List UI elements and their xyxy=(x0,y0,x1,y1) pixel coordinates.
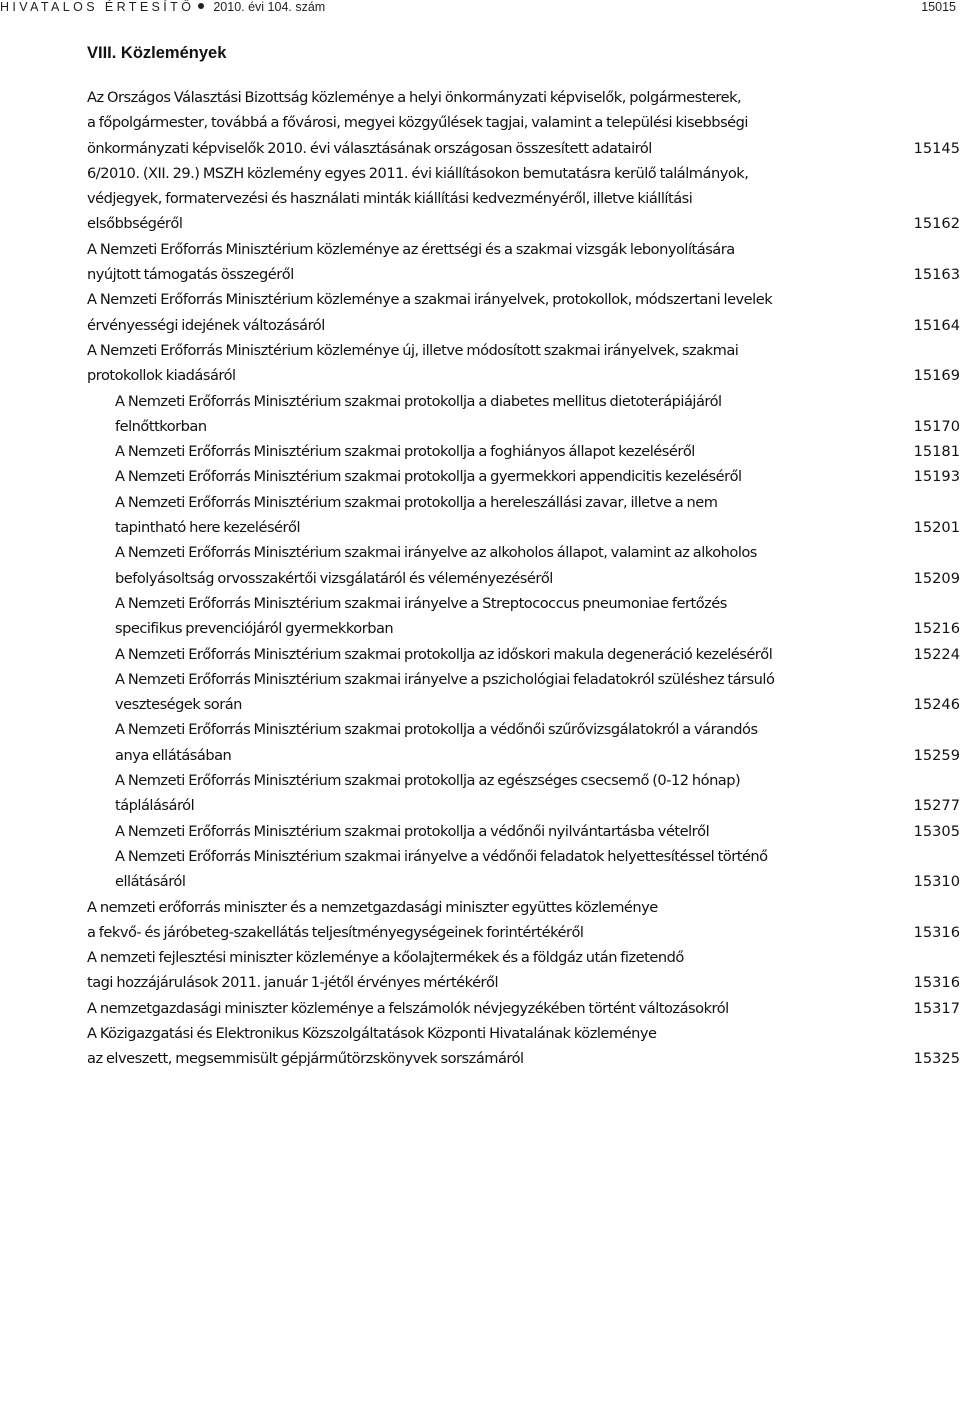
toc-subentry xyxy=(0,490,960,541)
toc-entry-page: 15169 xyxy=(913,367,960,385)
toc-entry xyxy=(0,338,960,389)
toc-subentry xyxy=(0,591,960,642)
toc-entry-page: 15317 xyxy=(913,999,960,1017)
toc-entry-page: 15209 xyxy=(913,569,960,587)
toc-entry-line: táplálásáról xyxy=(115,797,195,815)
toc-subentry xyxy=(0,389,960,440)
toc-entry-page: 15305 xyxy=(913,822,960,840)
toc-entry-line: védjegyek, formatervezési és használati minták kiállítási kedvezményéről, illetve kiállítási xyxy=(87,190,693,208)
toc-entry-line: A Nemzeti Erőforrás Minisztérium szakmai irányelve a védőnői feladatok helyettesítéssel történő xyxy=(115,847,768,865)
toc-entry-page: 15164 xyxy=(913,316,960,334)
toc-entry xyxy=(0,1021,960,1072)
toc-entry-line: protokollok kiadásáról xyxy=(87,367,236,385)
running-header xyxy=(0,0,958,15)
toc-entry xyxy=(0,895,960,946)
bullet-separator xyxy=(198,3,204,9)
toc-entry-line: A Nemzeti Erőforrás Minisztérium szakmai protokollja a védőnői nyilvántartásba vételről xyxy=(115,822,710,840)
toc-entry-line: felnőttkorban xyxy=(115,417,207,435)
toc-entry xyxy=(0,287,960,338)
toc-entry-line: veszteségek során xyxy=(115,696,242,714)
toc-entry-line: A Közigazgatási és Elektronikus Közszolgáltatások Központi Hivatalának közleménye xyxy=(87,1024,657,1042)
toc-subentry xyxy=(0,667,960,718)
toc-entry-line: A Nemzeti Erőforrás Minisztérium szakmai protokollja az egészséges csecsemő (0-12 hónap) xyxy=(115,772,741,790)
toc-entry-page: 15316 xyxy=(913,923,960,941)
toc-entry xyxy=(0,996,960,1021)
toc-entry-line: A Nemzeti Erőforrás Minisztérium szakmai protokollja az időskori makula degeneráció kezeléséről xyxy=(115,645,773,663)
toc-entry-line: A Nemzeti Erőforrás Minisztérium szakmai protokollja a gyermekkori appendicitis kezeléséről xyxy=(115,468,742,486)
toc-entry-line: A Nemzeti Erőforrás Minisztérium szakmai protokollja a diabetes mellitus dietoterápiájáról xyxy=(115,392,722,410)
toc-entry-line: önkormányzati képviselők 2010. évi választásának országosan összesített adatairól xyxy=(87,139,652,157)
toc-subentry xyxy=(0,844,960,895)
toc-entry-line: A nemzeti erőforrás miniszter és a nemzetgazdasági miniszter együttes közleménye xyxy=(87,898,658,916)
toc-subentry xyxy=(0,819,960,844)
toc-entry-line: anya ellátásában xyxy=(115,746,232,764)
toc-entry-page: 15325 xyxy=(913,1050,960,1068)
toc-entry-line: A Nemzeti Erőforrás Minisztérium szakmai irányelve a pszichológiai feladatokról szüléshez társuló xyxy=(115,670,775,688)
toc-entry-page: 15162 xyxy=(913,215,960,233)
page-number: 15015 xyxy=(921,0,956,14)
toc-entry-line: ellátásáról xyxy=(115,873,186,891)
toc-subentry xyxy=(0,717,960,768)
toc-entry-line: A Nemzeti Erőforrás Minisztérium szakmai irányelve az alkoholos állapot, valamint az alkoholos xyxy=(115,544,757,562)
toc-subentry xyxy=(0,439,960,464)
toc-entry xyxy=(0,161,960,237)
toc-entry-page: 15170 xyxy=(913,417,960,435)
toc-entry-line: a fekvő- és járóbeteg-szakellátás teljesítményegységeinek forintértékéről xyxy=(87,923,584,941)
toc-entry-page: 15259 xyxy=(913,746,960,764)
toc-entry-line: tapintható here kezeléséről xyxy=(115,519,301,537)
toc-entry-page: 15277 xyxy=(913,797,960,815)
toc-entry-line: tagi hozzájárulások 2011. január 1-jétől érvényes mértékéről xyxy=(87,974,499,992)
table-of-contents xyxy=(0,85,960,1072)
toc-entry-line: befolyásoltság orvosszakértői vizsgálatáról és véleményezéséről xyxy=(115,569,553,587)
journal-title: HIVATALOS ÉRTESÍTŐ xyxy=(0,0,195,14)
toc-entry-line: érvényességi idejének változásáról xyxy=(87,316,325,334)
toc-entry-line: A Nemzeti Erőforrás Minisztérium közleménye a szakmai irányelvek, protokollok, módszertani levelek xyxy=(87,291,773,309)
toc-entry-page: 15193 xyxy=(913,468,960,486)
header-left xyxy=(0,0,325,14)
issue-label: 2010. évi 104. szám xyxy=(213,0,326,14)
toc-entry-line: A nemzetgazdasági miniszter közleménye a felszámolók névjegyzékében történt változásokról xyxy=(87,999,729,1017)
toc-entry-page: 15310 xyxy=(913,873,960,891)
toc-entry-page: 15163 xyxy=(913,266,960,284)
toc-entry xyxy=(0,945,960,996)
toc-entry-line: A nemzeti fejlesztési miniszter közleménye a kőolajtermékek és a földgáz után fizetendő xyxy=(87,949,684,967)
toc-entry-line: a főpolgármester, továbbá a fővárosi, megyei közgyűlések tagjai, valamint a települési kisebbségi xyxy=(87,114,748,132)
toc-entry-page: 15246 xyxy=(913,696,960,714)
toc-entry-page: 15216 xyxy=(913,620,960,638)
toc-entry-line: elsőbbségéről xyxy=(87,215,183,233)
toc-entry-line: A Nemzeti Erőforrás Minisztérium szakmai protokollja a védőnői szűrővizsgálatokról a várandós xyxy=(115,721,758,739)
toc-entry-line: A Nemzeti Erőforrás Minisztérium szakmai irányelve a Streptococcus pneumoniae fertőzés xyxy=(115,594,727,612)
toc-subentry xyxy=(0,642,960,667)
section-title: VIII. Közlemények xyxy=(87,44,227,62)
toc-entry-line: 6/2010. (XII. 29.) MSZH közlemény egyes 2011. évi kiállításokon bemutatásra kerülő találmányok, xyxy=(87,164,749,182)
toc-entry-line: A Nemzeti Erőforrás Minisztérium közleménye új, illetve módosított szakmai irányelvek, szakmai xyxy=(87,341,739,359)
toc-entry-page: 15145 xyxy=(913,139,960,157)
toc-entry-page: 15224 xyxy=(913,645,960,663)
toc-subentry xyxy=(0,464,960,489)
toc-subentry xyxy=(0,540,960,591)
toc-entry xyxy=(0,85,960,161)
toc-entry-line: Az Országos Választási Bizottság közleménye a helyi önkormányzati képviselők, polgármesterek, xyxy=(87,89,742,106)
toc-entry-line: A Nemzeti Erőforrás Minisztérium szakmai protokollja a hereleszállási zavar, illetve a nem xyxy=(115,493,718,511)
toc-entry-line: specifikus prevenciójáról gyermekkorban xyxy=(115,620,394,638)
toc-entry-line: A Nemzeti Erőforrás Minisztérium közleménye az érettségi és a szakmai vizsgák lebonyolítására xyxy=(87,240,735,258)
toc-entry-line: nyújtott támogatás összegéről xyxy=(87,266,294,284)
toc-entry-page: 15316 xyxy=(913,974,960,992)
toc-entry-page: 15201 xyxy=(913,519,960,537)
toc-subentry xyxy=(0,768,960,819)
toc-entry-line: A Nemzeti Erőforrás Minisztérium szakmai protokollja a foghiányos állapot kezeléséről xyxy=(115,443,695,461)
toc-entry-line: az elveszett, megsemmisült gépjárműtörzskönyvek sorszámáról xyxy=(87,1050,524,1068)
toc-entry-page: 15181 xyxy=(913,443,960,461)
toc-entry xyxy=(0,237,960,288)
